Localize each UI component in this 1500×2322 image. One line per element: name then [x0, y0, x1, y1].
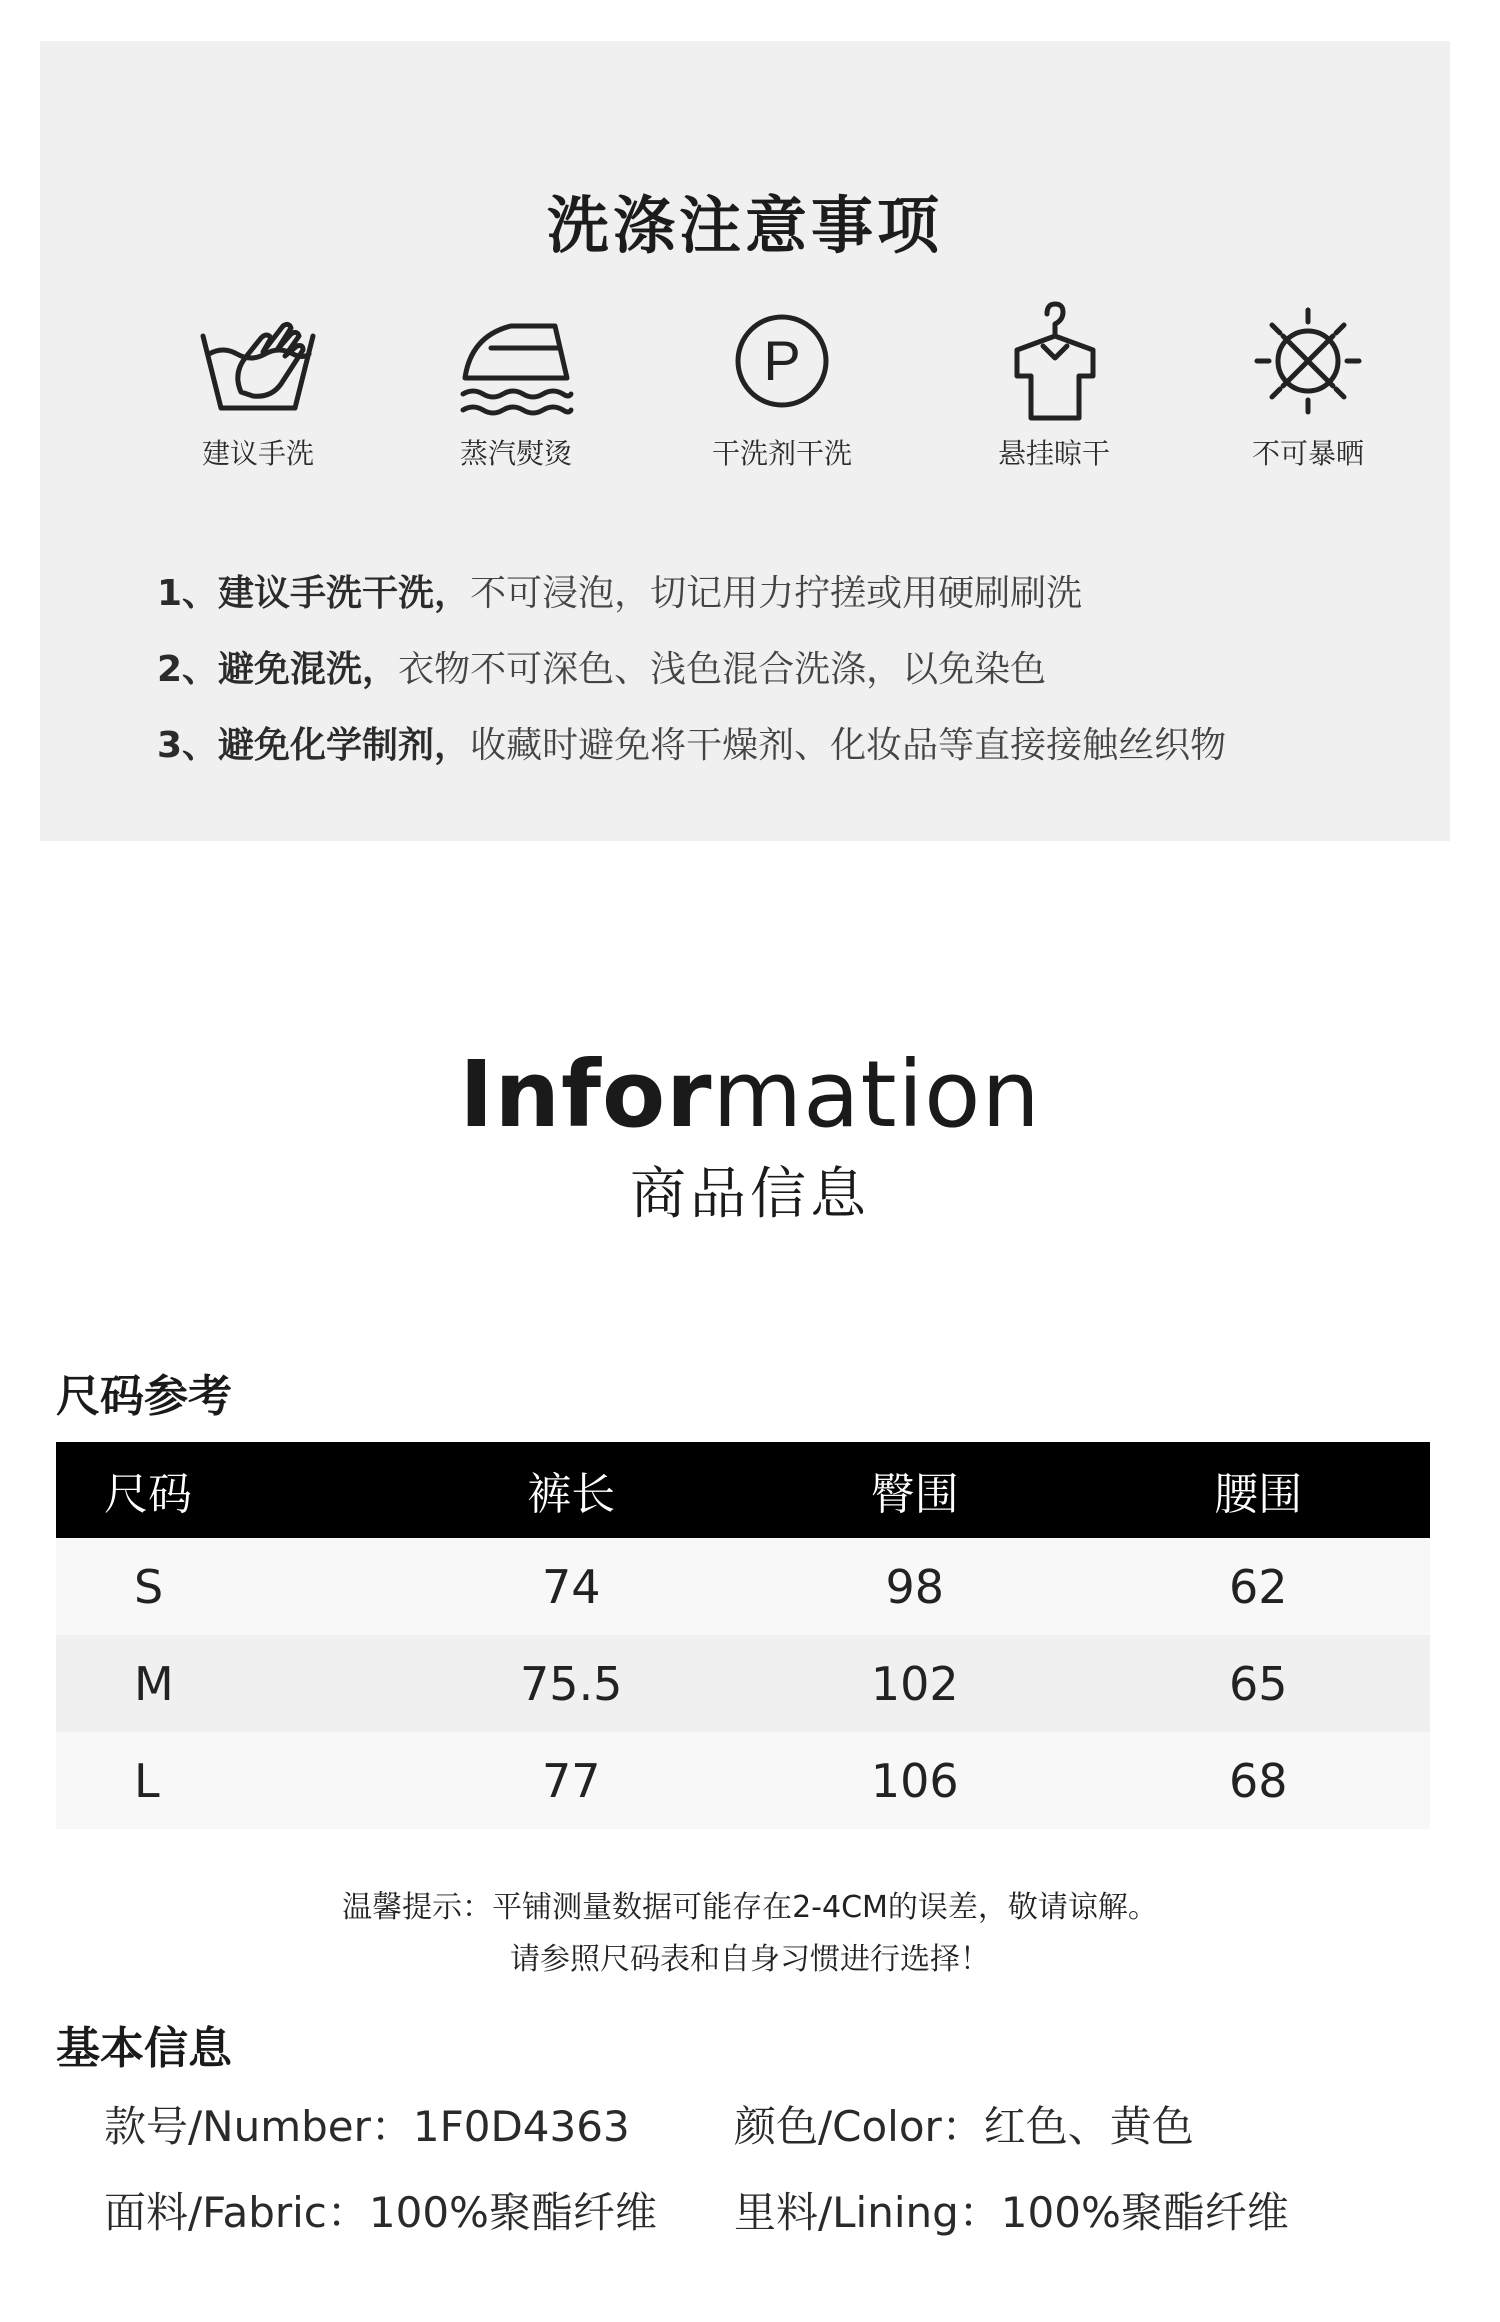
dry-clean-p-icon — [717, 296, 847, 426]
care-tip-bold: 1、建议手洗干洗， — [157, 573, 471, 614]
no-sun-dry-icon — [1243, 296, 1373, 426]
info-subtitle: 商品信息 — [630, 1162, 870, 1227]
size-header-cell: 裤长 — [400, 1442, 744, 1538]
size-cell: 74 — [400, 1538, 744, 1635]
size-note-line-1: 温馨提示：平铺测量数据可能存在2-4CM的误差，敬请谅解。 — [342, 1890, 1158, 1925]
care-item-hand-wash — [148, 296, 368, 472]
basic-fabric: 面料/Fabric：100%聚酯纤维 — [104, 2188, 657, 2237]
care-tip — [157, 556, 1390, 632]
care-item-no-sun — [1198, 296, 1418, 472]
size-cell: S — [56, 1538, 400, 1635]
size-cell: M — [56, 1635, 400, 1732]
care-tip-text: 衣物不可深色、浅色混合洗涤，以免染色 — [398, 649, 1047, 690]
size-cell: 68 — [1087, 1732, 1431, 1829]
size-table-header — [56, 1442, 1430, 1538]
size-cell: 62 — [1087, 1538, 1431, 1635]
size-cell: 77 — [400, 1732, 744, 1829]
size-cell: L — [56, 1732, 400, 1829]
size-note-line-2: 请参照尺码表和自身习惯进行选择！ — [510, 1942, 990, 1977]
size-header-cell: 腰围 — [1087, 1442, 1431, 1538]
care-item-hang-dry — [944, 296, 1164, 472]
table-row — [56, 1538, 1430, 1635]
info-title-light: mation — [712, 1041, 1041, 1148]
basic-lining: 里料/Lining：100%聚酯纤维 — [734, 2188, 1289, 2237]
care-label: 不可暴晒 — [1251, 437, 1364, 470]
care-tip-text: 不可浸泡，切记用力拧搓或用硬刷刷洗 — [470, 573, 1083, 614]
care-label: 干洗剂干洗 — [711, 437, 852, 470]
care-title: 洗涤注意事项 — [546, 189, 943, 262]
care-tips — [157, 556, 1390, 784]
care-tip — [157, 632, 1390, 708]
size-header-cell: 尺码 — [56, 1442, 400, 1538]
care-item-dry-clean — [672, 296, 892, 472]
basic-color: 颜色/Color：红色、黄色 — [734, 2102, 1194, 2151]
svg-text:P: P — [763, 329, 801, 392]
care-label: 悬挂晾干 — [997, 437, 1110, 470]
hang-dry-icon — [989, 296, 1119, 426]
basic-section-title: 基本信息 — [56, 2023, 232, 2074]
size-cell: 65 — [1087, 1635, 1431, 1732]
table-row — [56, 1635, 1430, 1732]
care-panel — [40, 41, 1450, 841]
hand-wash-icon — [193, 296, 323, 426]
size-cell: 102 — [743, 1635, 1087, 1732]
care-tip-bold: 2、避免混洗， — [157, 649, 399, 690]
care-icons — [40, 296, 1450, 496]
table-row — [56, 1732, 1430, 1829]
size-cell: 75.5 — [400, 1635, 744, 1732]
basic-number: 款号/Number：1F0D4363 — [104, 2102, 630, 2151]
size-cell: 98 — [743, 1538, 1087, 1635]
size-header-cell: 臀围 — [743, 1442, 1087, 1538]
size-table — [56, 1442, 1430, 1829]
info-title — [0, 1040, 1500, 1150]
care-tip-bold: 3、避免化学制剂， — [157, 725, 471, 766]
care-label: 蒸汽熨烫 — [459, 437, 572, 470]
care-tip — [157, 708, 1390, 784]
size-cell: 106 — [743, 1732, 1087, 1829]
info-title-bold: Infor — [459, 1041, 713, 1148]
size-section-title: 尺码参考 — [56, 1371, 232, 1422]
care-tip-text: 收藏时避免将干燥剂、化妆品等直接接触丝织物 — [470, 725, 1227, 766]
care-label: 建议手洗 — [201, 437, 314, 470]
steam-iron-icon — [451, 296, 581, 426]
care-item-steam-iron — [406, 296, 626, 472]
